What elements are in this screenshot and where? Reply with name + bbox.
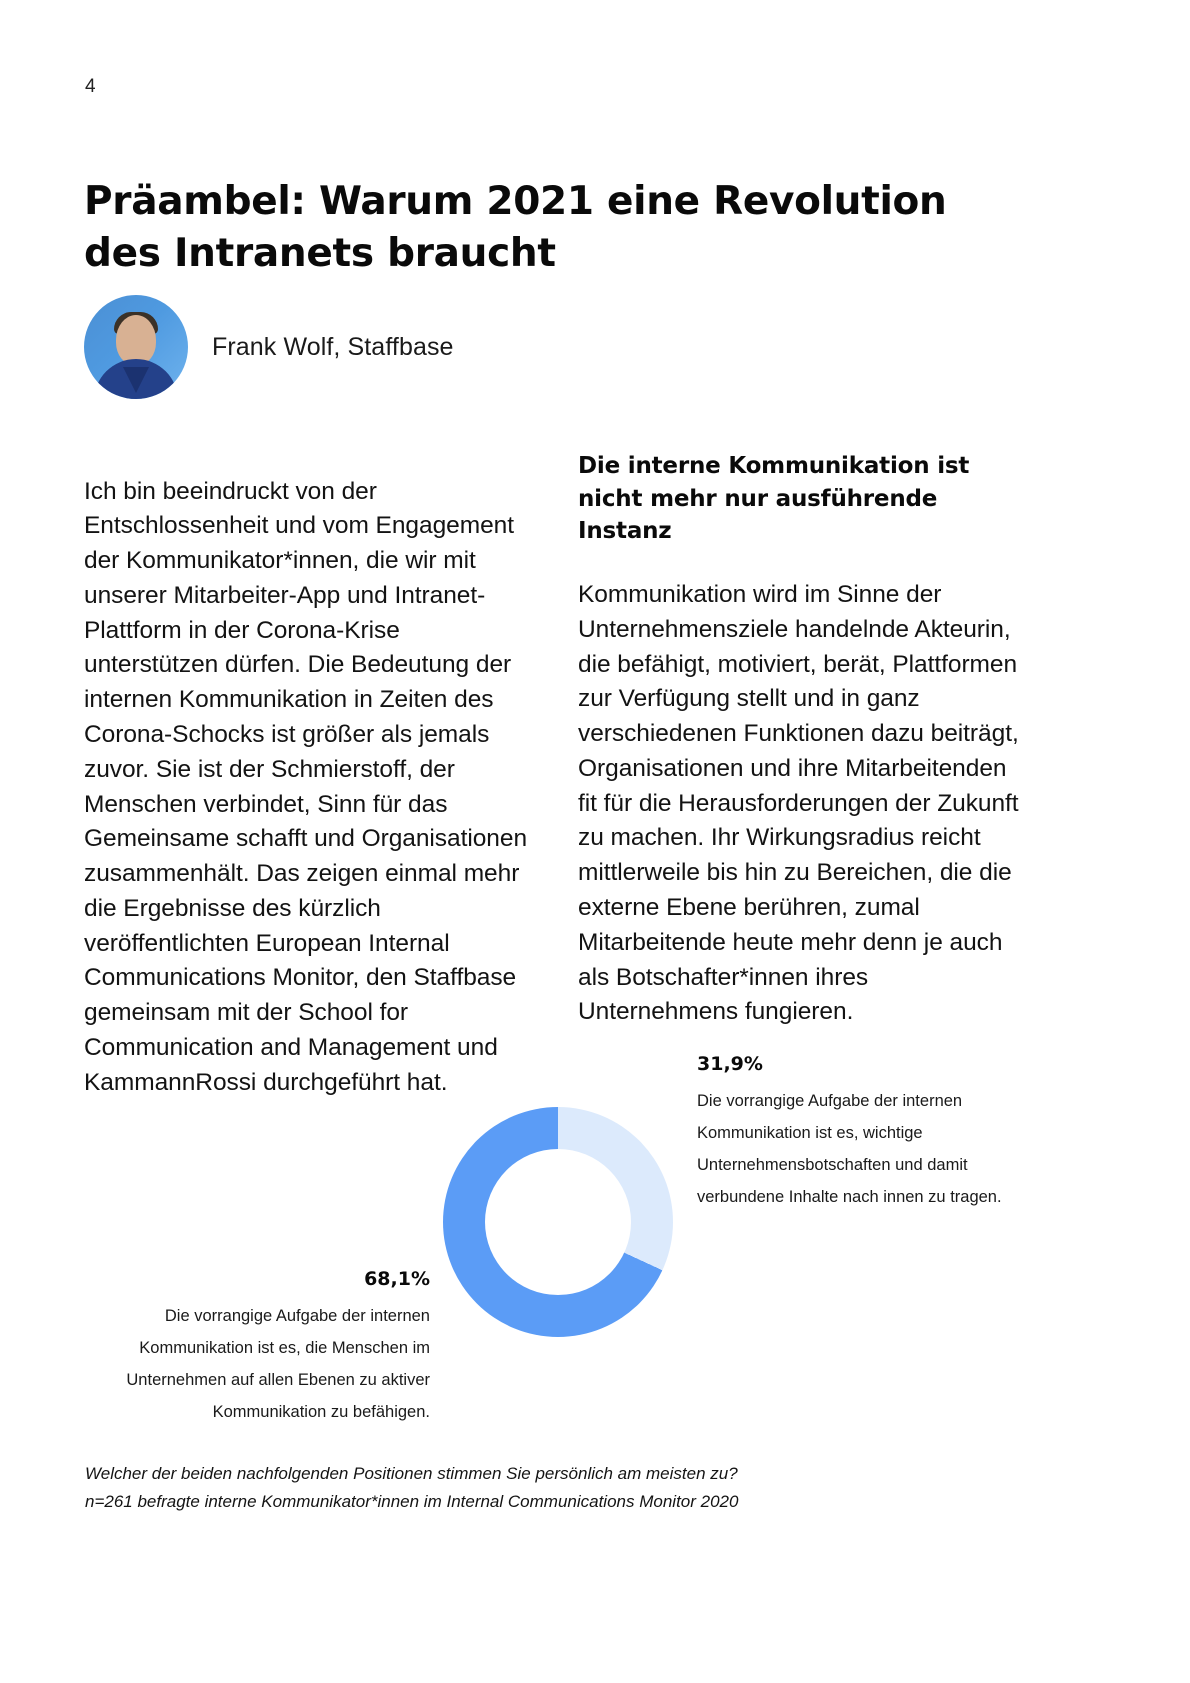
column-right: [578, 450, 1030, 1055]
page-title: [84, 176, 964, 280]
author-byline: [84, 295, 454, 399]
donut-graphic: [443, 1107, 673, 1337]
author-name: Frank Wolf, Staffbase: [212, 332, 454, 361]
donut-center-hole: [485, 1149, 631, 1295]
chart-callout-primary-percent: 68,1%: [364, 1268, 430, 1290]
avatar-head: [116, 315, 156, 365]
avatar: [84, 295, 188, 399]
left-column-paragraph: Ich bin beeindruckt von der Entschlossenheit und vom Engagement der Kommunikator*innen, die wir mit unserer Mitarbeiter-App und Intranet-Plattform in der Corona-Krise unterstützen dürfen. Die Bedeutung der internen Kommunikation in Zeiten des Corona-Schocks ist größer als jemals zuvor. Sie ist der Schmierstoff, der Menschen verbindet, Sinn für das Gemeinsame schafft und Organisationen zusammenhält. Das zeigen einmal mehr die Ergebnisse des kürzlich veröffentlichten European Internal Communications Monitor, den Staffbase gemeinsam mit der School for Communication and Management und KammannRossi durchgeführt hat.: [84, 477, 528, 1096]
right-column-paragraph: Kommunikation wird im Sinne der Unternehmensziele handelnde Akteurin, die befähigt, motiviert, berät, Plattformen zur Verfügung stellt und in ganz verschiedenen Funktionen dazu beiträgt, Organisationen und ihre Mitarbeitenden fit für die Herausforderungen der Zukunft zu machen. Ihr Wirkungsradius reicht mittlerweile bis hin zu Bereichen, die die externe Ebene berühren, zumal Mitarbeitende heute mehr denn je auch als Botschafter*innen ihres Unternehmens fungieren.: [578, 580, 1019, 1026]
chart-callout-secondary-description: Die vorrangige Aufgabe der internen Kommunikation ist es, wichtige Unternehmensbotschaften und damit verbundene Inhalte nach innen zu tragen.: [697, 1091, 1002, 1207]
column-left: [84, 450, 536, 1125]
chart-footnote-question: Welcher der beiden nachfolgenden Positionen stimmen Sie persönlich am meisten zu?: [85, 1464, 738, 1483]
donut-chart: [0, 1040, 1190, 1460]
chart-footnote-sample: n=261 befragte interne Kommunikator*innen im Internal Communications Monitor 2020: [85, 1491, 739, 1511]
page-number: 4: [85, 76, 96, 97]
chart-callout-secondary-percent: 31,9%: [697, 1053, 763, 1075]
right-column-subheading: Die interne Kommunikation ist nicht mehr nur ausführende Instanz: [578, 453, 970, 545]
chart-footnote: [85, 1460, 1085, 1515]
chart-callout-primary: [60, 1265, 430, 1428]
chart-callout-secondary: [697, 1050, 1057, 1213]
page-title-line-1: Präambel: Warum 2021 eine Revolution: [84, 179, 947, 225]
chart-callout-primary-description: Die vorrangige Aufgabe der internen Kommunikation ist es, die Menschen im Unternehmen auf allen Ebenen zu aktiver Kommunikation zu befähigen.: [126, 1306, 430, 1422]
page-title-line-2: des Intranets braucht: [84, 230, 556, 276]
